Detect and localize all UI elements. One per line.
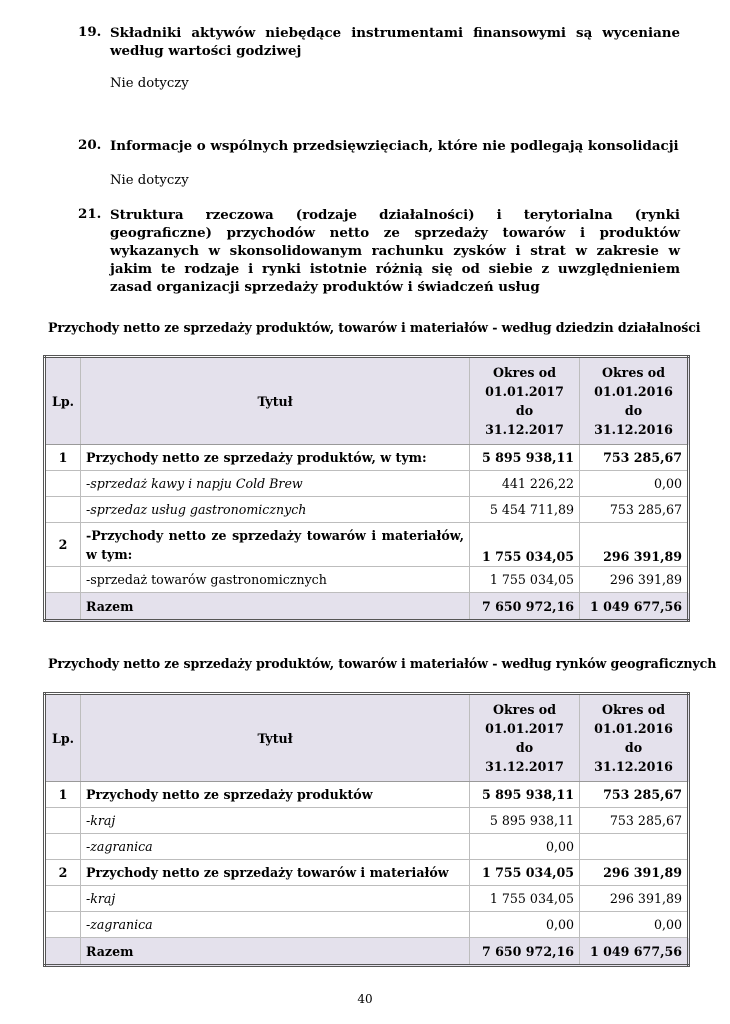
table2-caption: Przychody netto ze sprzedaży produktów, towarów i materiałów - według rynków geograficznych	[48, 656, 717, 671]
row-lp: 1	[45, 782, 81, 808]
row-value-2017: 5 454 711,89	[470, 497, 580, 523]
row-lp	[45, 471, 81, 497]
row-lp	[45, 497, 81, 523]
section-body: Nie dotyczy	[110, 76, 189, 91]
row-title: -zagranica	[81, 834, 470, 860]
total-value-2017: 7 650 972,16	[470, 593, 580, 621]
section-21	[78, 206, 680, 296]
row-value-2017: 0,00	[470, 834, 580, 860]
table-row	[45, 912, 689, 938]
row-lp	[45, 808, 81, 834]
row-value-2017: 5 895 938,11	[470, 782, 580, 808]
row-value-2016	[580, 834, 689, 860]
row-lp	[45, 834, 81, 860]
table-row	[45, 860, 689, 886]
header-period-2016: Okres od 01.01.2016 do 31.12.2016	[580, 357, 689, 445]
row-value-2016: 753 285,67	[580, 782, 689, 808]
header-title: Tytuł	[81, 357, 470, 445]
row-value-2017: 5 895 938,11	[470, 808, 580, 834]
table-row	[45, 886, 689, 912]
table-row	[45, 471, 689, 497]
row-title: Przychody netto ze sprzedaży produktów	[81, 782, 470, 808]
row-value-2017: 5 895 938,11	[470, 445, 580, 471]
table-row	[45, 834, 689, 860]
row-value-2016: 296 391,89	[580, 523, 689, 567]
header-period-2017: Okres od 01.01.2017 do 31.12.2017	[470, 694, 580, 782]
section-number: 21.	[78, 206, 102, 222]
row-lp	[45, 567, 81, 593]
table-total-row	[45, 938, 689, 966]
total-title: Razem	[81, 938, 470, 966]
row-title: -sprzedaż towarów gastronomicznych	[81, 567, 470, 593]
table-row	[45, 523, 689, 567]
table-row	[45, 782, 689, 808]
row-title: -kraj	[81, 886, 470, 912]
section-body: Nie dotyczy	[110, 173, 189, 188]
row-lp	[45, 593, 81, 621]
row-title: -kraj	[81, 808, 470, 834]
row-title: Przychody netto ze sprzedaży produktów, w tym:	[81, 445, 470, 471]
section-title: Struktura rzeczowa (rodzaje działalności) i terytorialna (rynki geograficzne) przychodów netto ze sprzedaży towarów i produktów wykazanych w skonsolidowanym rachunku zysków i strat w zakresie w jakim te rodzaje i rynki istotnie różnią się od siebie z uwzględnieniem zasad organizacji sprzedaży produktów i świadczeń usług	[110, 207, 680, 295]
row-title: -zagranica	[81, 912, 470, 938]
header-period-2016: Okres od 01.01.2016 do 31.12.2016	[580, 694, 689, 782]
row-value-2016: 296 391,89	[580, 860, 689, 886]
row-value-2016: 753 285,67	[580, 445, 689, 471]
row-value-2016: 296 391,89	[580, 567, 689, 593]
total-value-2016: 1 049 677,56	[580, 938, 689, 966]
section-title: Składniki aktywów niebędące instrumentami finansowymi są wyceniane według wartości godziwej	[110, 25, 680, 59]
section-title: Informacje o wspólnych przedsięwzięciach, które nie podlegają konsolidacji	[110, 138, 679, 154]
table-header-row	[45, 694, 689, 782]
header-lp: Lp.	[45, 694, 81, 782]
table-row	[45, 445, 689, 471]
total-value-2016: 1 049 677,56	[580, 593, 689, 621]
row-value-2016: 753 285,67	[580, 497, 689, 523]
row-value-2016: 0,00	[580, 471, 689, 497]
table-by-activity	[43, 355, 690, 622]
row-value-2017: 1 755 034,05	[470, 567, 580, 593]
section-number: 20.	[78, 137, 102, 153]
page-number: 40	[357, 992, 373, 1006]
row-title: -sprzedaz usług gastronomicznych	[81, 497, 470, 523]
row-value-2017: 441 226,22	[470, 471, 580, 497]
row-value-2017: 1 755 034,05	[470, 886, 580, 912]
header-lp: Lp.	[45, 357, 81, 445]
section-number: 19.	[78, 24, 102, 40]
row-title: -sprzedaż kawy i napju Cold Brew	[81, 471, 470, 497]
section-20	[78, 137, 680, 188]
row-value-2017: 1 755 034,05	[470, 523, 580, 567]
table-row	[45, 808, 689, 834]
row-value-2016: 753 285,67	[580, 808, 689, 834]
header-title: Tytuł	[81, 694, 470, 782]
total-title: Razem	[81, 593, 470, 621]
total-value-2017: 7 650 972,16	[470, 938, 580, 966]
table-row	[45, 567, 689, 593]
section-19	[78, 24, 680, 91]
table-header-row	[45, 357, 689, 445]
table-row	[45, 497, 689, 523]
row-value-2017: 1 755 034,05	[470, 860, 580, 886]
row-value-2016: 0,00	[580, 912, 689, 938]
row-value-2017: 0,00	[470, 912, 580, 938]
row-lp	[45, 886, 81, 912]
row-title: -Przychody netto ze sprzedaży towarów i materiałów, w tym:	[81, 523, 470, 567]
table-total-row	[45, 593, 689, 621]
table1-caption: Przychody netto ze sprzedaży produktów, towarów i materiałów - według dziedzin działalności	[48, 320, 701, 335]
row-lp: 1	[45, 445, 81, 471]
row-lp: 2	[45, 860, 81, 886]
row-lp	[45, 938, 81, 966]
row-lp: 2	[45, 523, 81, 567]
header-period-2017: Okres od 01.01.2017 do 31.12.2017	[470, 357, 580, 445]
row-lp	[45, 912, 81, 938]
table-by-region	[43, 692, 690, 967]
row-value-2016: 296 391,89	[580, 886, 689, 912]
row-title: Przychody netto ze sprzedaży towarów i materiałów	[81, 860, 470, 886]
